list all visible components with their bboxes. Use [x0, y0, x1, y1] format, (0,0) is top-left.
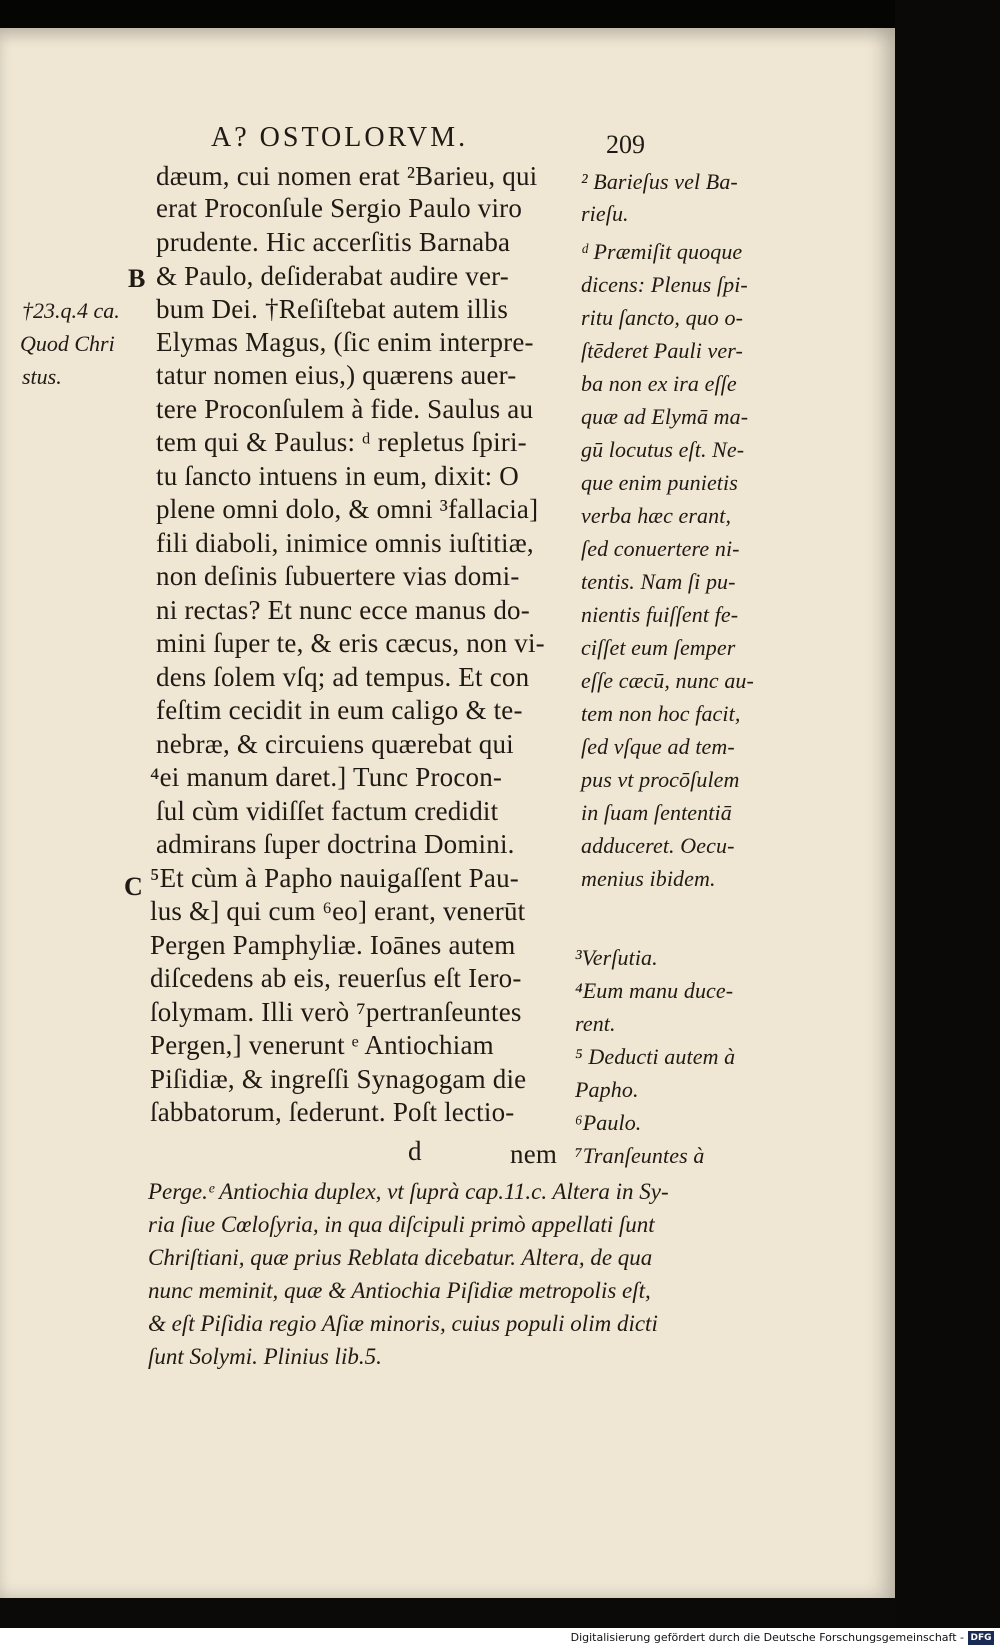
margin-note-right: verba hæc erant, — [581, 503, 732, 528]
margin-letter-c: C — [124, 872, 143, 901]
main-line: fili diaboli, inimice omnis iuſtitiæ, — [156, 528, 534, 558]
footnote-line: Chriſtiani, quæ prius Reblata dicebatur. Altera, de qua — [148, 1245, 653, 1270]
margin-note-right: ² Barieſus vel Ba- — [581, 169, 738, 194]
margin-note-right-lower: Papho. — [575, 1077, 639, 1102]
main-line: Pergen,] venerunt ᵉ Antiochiam — [150, 1030, 494, 1060]
dfg-logo: DFG — [968, 1631, 994, 1645]
footnote-line: nunc meminit, quæ & Antiochia Piſidiæ metropolis eſt, — [148, 1278, 651, 1303]
main-line: nebræ, & circuiens quærebat qui — [156, 729, 514, 759]
main-line: & Paulo, deſiderabat audire ver- — [156, 261, 509, 291]
margin-note-left-1: †23.q.4 ca. — [22, 298, 120, 323]
footnote-line: ria ſiue Cœloſyria, in qua diſcipuli primò appellati ſunt — [148, 1212, 655, 1237]
margin-note-right: ſed conuertere ni- — [581, 536, 740, 561]
signature-mark: d — [408, 1136, 422, 1166]
main-line: tere Proconſulem à fide. Saulus au — [156, 394, 534, 424]
footnote-line: & eſt Piſidia regio Aſiæ minoris, cuius populi olim dicti — [148, 1311, 658, 1336]
main-line: diſcedens ab eis, reuerſus eſt Iero- — [150, 963, 522, 993]
margin-note-right: pus vt procōſulem — [581, 767, 740, 792]
main-line: ſabbatorum, ſederunt. Poſt lectio- — [150, 1097, 515, 1127]
margin-note-right: que enim punietis — [581, 470, 738, 495]
main-line: tatur nomen eius,) quærens auer- — [156, 360, 517, 390]
margin-note-right-lower: ³Verſutia. — [575, 945, 658, 970]
book-page — [0, 28, 895, 1598]
main-line: lus &] qui cum ⁶eo] erant, venerūt — [150, 896, 526, 926]
main-line: ⁵Et cùm à Papho nauigaſſent Pau- — [150, 863, 519, 893]
margin-note-right: gū locutus eſt. Ne- — [581, 437, 745, 462]
main-line: erat Proconſule Sergio Paulo viro — [156, 193, 523, 223]
margin-letter-b: B — [128, 264, 146, 293]
margin-note-right: menius ibidem. — [581, 866, 716, 891]
main-line: mini ſuper te, & eris cæcus, non vi- — [156, 628, 545, 658]
footnote-line: ſunt Solymi. Plinius lib.5. — [148, 1344, 382, 1369]
margin-note-right: dicens: Plenus ſpi- — [581, 272, 748, 297]
main-line: Elymas Magus, (ſic enim interpre- — [156, 327, 534, 357]
main-line: ſul cùm vidiſſet factum credidit — [156, 796, 499, 826]
margin-note-right: ritu ſancto, quo o- — [581, 305, 744, 330]
margin-note-right: eſſe cæcū, nunc au- — [581, 668, 754, 693]
catchword: nem — [510, 1139, 558, 1169]
main-line: dæum, cui nomen erat ²Barieu, qui — [156, 161, 538, 191]
main-line: ⁴ei manum daret.] Tunc Procon- — [150, 762, 503, 792]
main-line: feſtim cecidit in eum caligo & te- — [156, 695, 523, 725]
main-line: Piſidiæ, & ingreſſi Synagogam die — [150, 1064, 527, 1094]
main-line: tu ſancto intuens in eum, dixit: O — [156, 461, 520, 491]
margin-note-right-lower: ⁷Tranſeuntes à — [575, 1143, 705, 1168]
digitization-footer — [0, 1628, 1000, 1649]
margin-note-right: nientis fuiſſent fe- — [581, 602, 739, 627]
running-title: A? OSTOLORVM. — [211, 122, 469, 153]
footnote-line: Perge.ᵉ Antiochia duplex, vt ſuprà cap.11.c. Altera in Sy- — [148, 1179, 669, 1204]
margin-note-right: in ſuam ſententiā — [581, 800, 732, 825]
main-line: admirans ſuper doctrina Domini. — [156, 829, 515, 859]
scan-background-right — [895, 0, 1000, 1649]
funding-credit: Digitalisierung gefördert durch die Deutsche Forschungsgemeinschaft - — [570, 1631, 964, 1644]
margin-note-right-lower: rent. — [575, 1011, 616, 1036]
main-line: Pergen Pamphyliæ. Ioānes autem — [150, 930, 516, 960]
margin-note-right: tentis. Nam ſi pu- — [581, 569, 736, 594]
main-line: plene omni dolo, & omni ³fallacia] — [156, 494, 539, 524]
main-line: dens ſolem vſq; ad tempus. Et con — [156, 662, 530, 692]
margin-note-right: ba non ex ira eſſe — [581, 371, 737, 396]
main-line: ni rectas? Et nunc ecce manus do- — [156, 595, 530, 625]
margin-note-right: quæ ad Elymā ma- — [581, 404, 749, 429]
main-line: non deſinis ſubuertere vias domi- — [156, 561, 520, 591]
margin-note-right: rieſu. — [581, 201, 629, 226]
main-line: prudente. Hic accerſitis Barnaba — [156, 227, 511, 257]
margin-note-right: ſtēderet Pauli ver- — [581, 338, 743, 363]
main-line: ſolymam. Illi verò ⁷pertranſeuntes — [150, 997, 522, 1027]
margin-note-left-2: Quod Chri — [20, 331, 115, 356]
margin-note-right: ciſſet eum ſemper — [581, 635, 736, 660]
main-line: tem qui & Paulus: ᵈ repletus ſpiri- — [156, 427, 527, 457]
margin-note-right-lower: ⁴Eum manu duce- — [575, 978, 734, 1003]
margin-note-right: ᵈ Præmiſit quoque — [581, 239, 743, 264]
margin-note-right-lower: ⁵ Deducti autem à — [575, 1044, 736, 1069]
margin-note-right-lower: ⁶Paulo. — [575, 1110, 642, 1135]
margin-note-right: tem non hoc facit, — [581, 701, 741, 726]
margin-note-left-3: stus. — [22, 364, 62, 389]
margin-note-right: ſed vſque ad tem- — [581, 734, 735, 759]
margin-note-right: adduceret. Oecu- — [581, 833, 735, 858]
main-line: bum Dei. †Reſiſtebat autem illis — [156, 294, 509, 324]
page-number: 209 — [606, 130, 645, 159]
